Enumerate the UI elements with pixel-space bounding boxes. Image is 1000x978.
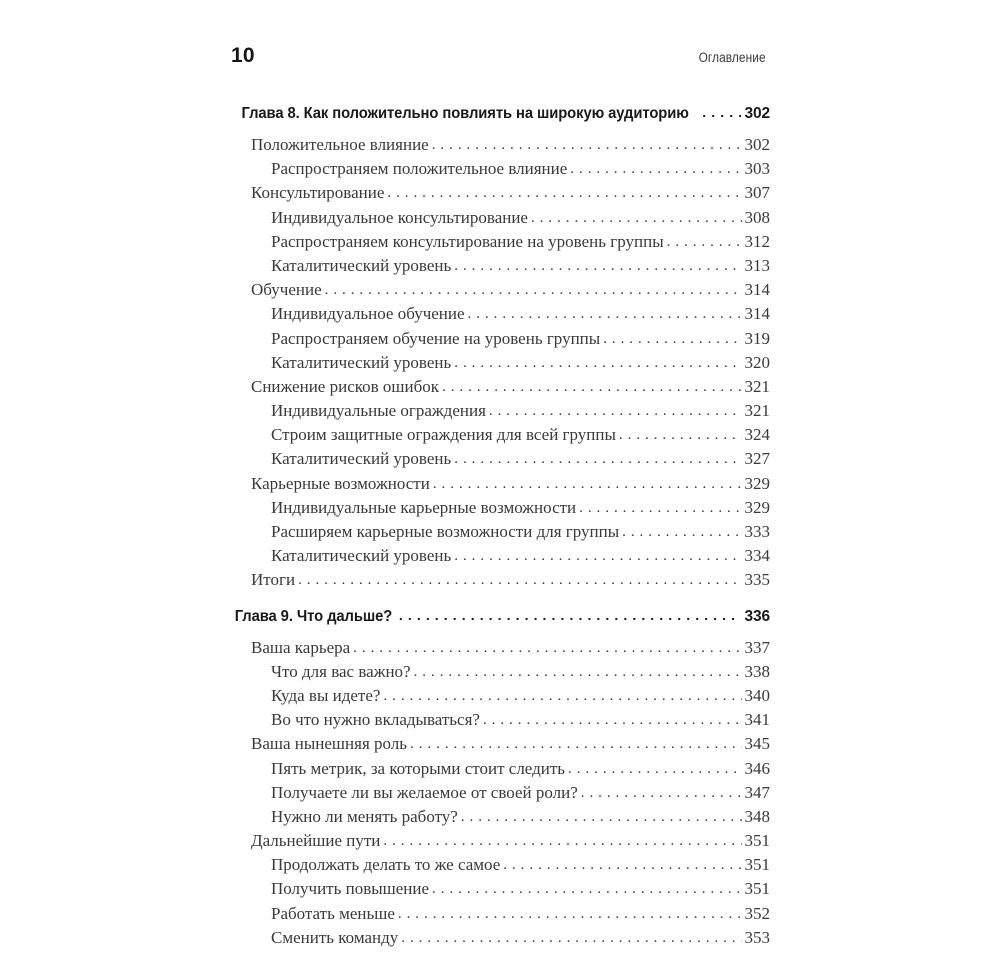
toc-entry-title: Сменить команду: [271, 927, 399, 947]
toc-entry-title: Индивидуальное обучение: [271, 304, 465, 324]
toc-entry-page-number: 352: [744, 903, 770, 923]
toc-chapter-heading[interactable]: [231, 105, 770, 135]
toc-entry-page-number: 333: [744, 522, 770, 541]
toc-entry-title: Ваша карьера: [251, 637, 351, 657]
toc-entry-page-number: 353: [744, 927, 770, 947]
dot-leader: [702, 105, 741, 119]
toc-entry-title: Дальнейшие пути: [251, 831, 381, 851]
toc-entry-page-number: 302: [744, 105, 770, 122]
dot-leader: [433, 477, 742, 492]
dot-leader: [432, 138, 742, 153]
toc-entry-title: Расширяем карьерные возможности для группы: [271, 522, 620, 541]
toc-entry-title: Каталитический уровень: [271, 352, 452, 372]
toc-entry-title: Ваша нынешняя роль: [251, 734, 408, 754]
toc-chapter-block: [231, 105, 770, 595]
toc-entry-page-number: 347: [744, 782, 770, 802]
toc-entry-page-number: 337: [744, 637, 770, 657]
dot-leader: [622, 525, 741, 540]
toc-entry-page-number: 312: [744, 231, 770, 251]
toc-entry-title: Работать меньше: [271, 903, 395, 923]
toc-entry[interactable]: [231, 159, 770, 183]
dot-leader: [410, 737, 741, 752]
toc-entry-title: Куда вы идете?: [271, 685, 381, 705]
toc-entry-page-number: 307: [744, 183, 770, 203]
toc-entry[interactable]: [231, 377, 770, 401]
dot-leader: [619, 428, 742, 443]
toc-entry-title: Пять метрик, за которыми стоит следить: [271, 758, 566, 778]
dot-leader: [454, 452, 741, 467]
toc-entry-page-number: 351: [744, 879, 770, 899]
toc-entry[interactable]: [231, 807, 770, 831]
toc-entry-page-number: 346: [744, 758, 770, 778]
dot-leader: [579, 501, 741, 516]
toc-entry[interactable]: [231, 638, 770, 662]
toc-entry-title: Распространяем обучение на уровень группы: [271, 328, 601, 348]
toc-entry-title: Получаете ли вы желаемое от своей роли?: [271, 782, 578, 802]
toc-entry-title: Положительное влияние: [251, 135, 429, 154]
toc-entry-title: Индивидуальное консультирование: [271, 207, 528, 227]
toc-entry-page-number: 327: [744, 449, 770, 469]
toc-entry[interactable]: [231, 522, 770, 546]
toc-chapter-heading[interactable]: [231, 608, 770, 638]
toc-entry[interactable]: [231, 425, 770, 449]
toc-entry[interactable]: [231, 855, 770, 879]
toc-entry[interactable]: [231, 135, 770, 159]
toc-entry[interactable]: [231, 570, 770, 594]
toc-entry[interactable]: [231, 686, 770, 710]
toc-entry[interactable]: [231, 401, 770, 425]
dot-leader: [414, 665, 742, 680]
dot-leader: [442, 380, 741, 395]
toc-entry-page-number: 348: [744, 806, 770, 826]
dot-leader: [503, 858, 741, 873]
toc-entry-page-number: 351: [744, 831, 770, 851]
toc-entry-title: Каталитический уровень: [271, 449, 452, 469]
toc-entry[interactable]: [231, 183, 770, 207]
toc-entry-page-number: 329: [744, 473, 770, 493]
toc-entry-page-number: 308: [744, 207, 770, 227]
toc-entry[interactable]: [231, 734, 770, 758]
toc-entry[interactable]: [231, 329, 770, 353]
toc-entry[interactable]: [231, 498, 770, 522]
toc-entry-page-number: 313: [744, 255, 770, 275]
toc-entry-page-number: 314: [744, 304, 770, 324]
toc-entry-page-number: 335: [744, 570, 770, 590]
toc-entry[interactable]: [231, 256, 770, 280]
dot-leader: [398, 907, 742, 922]
toc-entry-page-number: 341: [744, 710, 770, 730]
dot-leader: [461, 810, 742, 825]
toc-entry[interactable]: [231, 474, 770, 498]
toc-entry-title: Распространяем консультирование на уровень группы: [271, 231, 664, 251]
dot-leader: [298, 573, 741, 588]
toc-entry[interactable]: [231, 546, 770, 570]
toc-entry-page-number: 338: [744, 661, 770, 681]
dot-leader: [570, 162, 741, 177]
toc-entry-title: Карьерные возможности: [251, 473, 430, 493]
toc-entry[interactable]: [231, 783, 770, 807]
toc-entry[interactable]: [231, 449, 770, 473]
toc-chapter-block: [231, 608, 770, 952]
toc-entry-page-number: 321: [744, 401, 770, 421]
dot-leader: [383, 834, 741, 849]
dot-leader: [581, 786, 742, 801]
toc-entry-title: Продолжать делать то же самое: [271, 855, 501, 875]
toc-entry-title: Обучение: [251, 280, 322, 300]
toc-entry-title: Итоги: [251, 570, 296, 590]
toc-entry-title: Получить повышение: [271, 879, 430, 899]
toc-entry[interactable]: [231, 208, 770, 232]
toc-entry[interactable]: [231, 759, 770, 783]
toc-entry-title: Каталитический уровень: [271, 255, 452, 275]
toc-entry[interactable]: [231, 662, 770, 686]
running-head: [231, 44, 770, 68]
dot-leader: [531, 211, 742, 226]
toc-entry-title: Снижение рисков ошибок: [251, 376, 440, 396]
toc-entry-title: Строим защитные ограждения для всей группы: [271, 425, 616, 445]
toc-entry-page-number: 320: [744, 352, 770, 372]
toc-entry-page-number: 345: [744, 734, 770, 754]
toc-entry-page-number: 321: [744, 376, 770, 396]
toc-entry-page-number: 329: [744, 497, 770, 517]
dot-leader: [432, 882, 741, 897]
page-folio: 10: [231, 44, 255, 67]
toc-entry-page-number: 303: [744, 159, 770, 179]
toc-entry-page-number: 351: [744, 855, 770, 875]
toc-entry-page-number: 319: [744, 328, 770, 348]
toc-entry-title: Глава 9. Что дальше?: [234, 607, 393, 625]
dot-leader: [401, 931, 741, 946]
table-of-contents: [231, 98, 770, 952]
dot-leader: [483, 713, 742, 728]
toc-entry-page-number: 302: [744, 135, 770, 154]
toc-entry-title: Нужно ли менять работу?: [271, 806, 458, 826]
toc-entry-title: Глава 8. Как положительно повлиять на широкую аудиторию: [241, 105, 689, 122]
toc-entry[interactable]: [231, 304, 770, 328]
dot-leader: [603, 332, 741, 347]
toc-entry-page-number: 340: [744, 685, 770, 705]
dot-leader: [667, 235, 742, 250]
running-head-title: Оглавление: [698, 50, 766, 65]
toc-entry[interactable]: [231, 831, 770, 855]
dot-leader: [399, 608, 742, 622]
toc-entry-page-number: 314: [744, 280, 770, 300]
dot-leader: [468, 307, 742, 322]
toc-entry-page-number: 336: [744, 607, 770, 625]
toc-entry[interactable]: [231, 928, 770, 952]
toc-entry[interactable]: [231, 710, 770, 734]
toc-entry-title: Распространяем положительное влияние: [271, 159, 568, 179]
toc-entry-title: Консультирование: [251, 183, 385, 203]
dot-leader: [454, 356, 741, 371]
toc-entry-title: Индивидуальные карьерные возможности: [271, 497, 577, 517]
toc-entry[interactable]: [231, 280, 770, 304]
toc-entry[interactable]: [231, 232, 770, 256]
dot-leader: [568, 762, 741, 777]
dot-leader: [387, 186, 741, 201]
toc-entry[interactable]: [231, 879, 770, 903]
dot-leader: [353, 641, 741, 656]
toc-entry-title: Что для вас важно?: [271, 661, 411, 681]
toc-entry-page-number: 324: [744, 425, 770, 445]
toc-entry[interactable]: [231, 904, 770, 928]
toc-entry-page-number: 334: [744, 546, 770, 566]
dot-leader: [489, 404, 742, 419]
dot-leader: [325, 283, 742, 298]
dot-leader: [454, 549, 741, 564]
toc-entry[interactable]: [231, 353, 770, 377]
toc-entry-title: Каталитический уровень: [271, 546, 452, 566]
toc-entry-title: Во что нужно вкладываться?: [271, 710, 480, 730]
dot-leader: [383, 689, 741, 704]
dot-leader: [454, 259, 741, 274]
toc-entry-title: Индивидуальные ограждения: [271, 401, 486, 421]
